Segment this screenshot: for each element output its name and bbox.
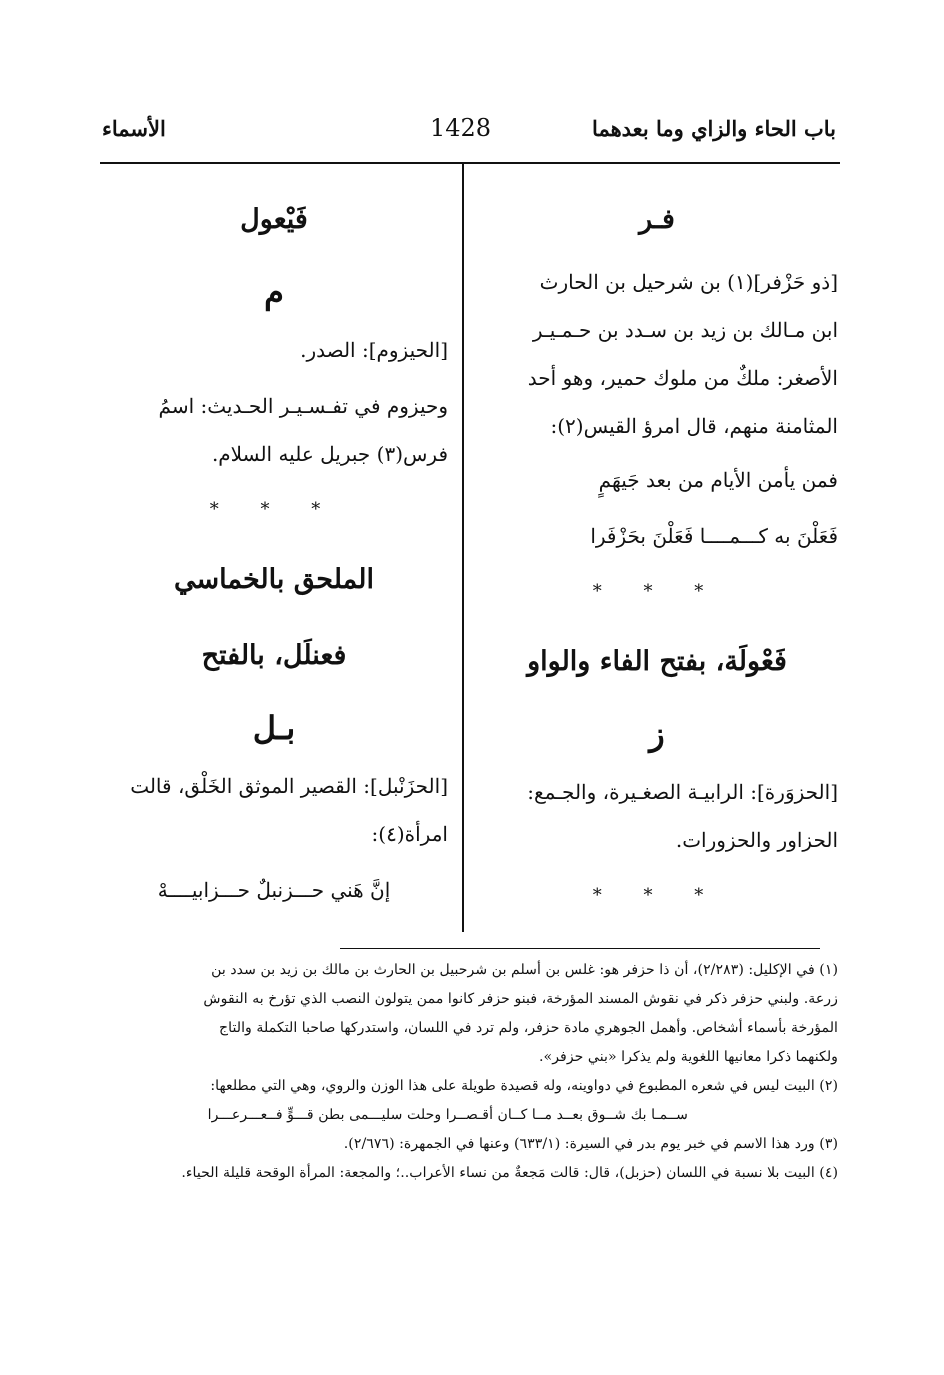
footnotes: [98, 956, 838, 1188]
separator-stars: * * *: [592, 885, 722, 906]
footnote-line: (١) في الإكليل: (٢/٢٨٣)، أن ذا حزفر هو: غلس بن أسلم بن شرحبيل بن الحارث بن مالك بن زيد بن سدد بن: [211, 962, 838, 978]
header-rule: [100, 162, 840, 164]
poem-line: فَعَلْنَ به كـــمــــا فَعَلْنَ بحَزْفَرا: [590, 524, 838, 548]
footnote-verse: ســمـا بك شــوق بعــد مــا كــان أقـصــرا وحلت سليـــمى بطن قـــوٍّ فــعـــرعـــرا: [207, 1107, 688, 1123]
pattern-heading: فـر: [639, 204, 675, 235]
footnote-line: ولكنهما ذكرا معانيها اللغوية ولم يذكرا «بني حزفر».: [539, 1049, 838, 1065]
footnote-line: (٢) البيت ليس في شعره المطبوع في دواوينه، وله قصيدة طويلة على هذا الوزن والروي، وهي التي مطلعها:: [210, 1078, 838, 1094]
separator-stars: * * *: [209, 499, 339, 520]
footnote-line: (٣) ورد هذا الاسم في خبر يوم بدر في السيرة: (٦٣٣/١) وعنها في الجمهرة: (٢/٦٧٦).: [343, 1136, 838, 1152]
pattern-heading: فَيْعول: [240, 204, 308, 235]
entry-line: [الحيزوم]: الصدر.: [300, 338, 448, 362]
column-divider: [462, 164, 464, 932]
entry-line: الأصغر: ملكٌ من ملوك حمير، وهو أحد: [527, 366, 838, 390]
footnote-line: زرعة. ولبني حزفر ذكر في نقوش المسند المؤرخة، فبنو حزفر كانوا ممن يتولون النصب الذي تؤرخ به النقوش: [203, 991, 838, 1007]
footnote-line: المؤرخة بأسماء أشخاص. وأهمل الجوهري مادة حزفر، ولم ترد في اللسان، واستدركها صاحبا التكملة والتاج: [219, 1020, 838, 1036]
page-header: [0, 112, 944, 152]
footnote-line: (٤) البيت بلا نسبة في اللسان (حزبل)، قال: قالت مَجعةٌ من نساء الأعراب..؛ والمجعة: المرأة الوقحة قليلة الحياء.: [181, 1165, 838, 1181]
page-number: 1428: [430, 114, 492, 142]
section-heading: الملحق بالخماسي: [174, 564, 374, 595]
separator-stars: * * *: [592, 581, 722, 602]
root-letter: بـل: [252, 709, 296, 747]
root-letter: ز: [649, 715, 665, 753]
entry-line: [ذو حَزْفر](١) بن شرحيل بن الحارث: [539, 270, 838, 294]
entry-line: الحزاور والحزورات.: [675, 828, 838, 852]
entry-line: فرس(٣) جبريل عليه السلام.: [211, 442, 448, 466]
entry-line: وحيزوم في تفـسـيـر الحـديث: اسمُ: [158, 394, 448, 418]
footnote-rule: [340, 948, 820, 949]
chapter-title: باب الحاء والزاي وما بعدهما: [592, 116, 836, 141]
entry-line: ابن مـالك بن زيد بن سـدد بن حـمـيـر: [532, 318, 838, 342]
root-letter: م: [264, 273, 284, 311]
entry-line: [الحزَنْبل]: القصير الموثق الخَلْق، قالت: [130, 774, 448, 798]
entry-line: امرأة(٤):: [371, 822, 448, 846]
poem-line: فمن يأمن الأيام من بعد جَيهَمٍ: [598, 468, 838, 492]
right-column: [476, 182, 838, 928]
entry-line: [الحزوَرة]: الرابيـة الصغـيرة، والجـمع:: [527, 780, 838, 804]
entry-line: المثامنة منهم، قال امرؤ القيس(٢):: [550, 414, 838, 438]
section-title: الأسماء: [102, 116, 166, 141]
left-column: [100, 182, 448, 914]
pattern-heading: فعنلَل، بالفتح: [201, 640, 347, 671]
pattern-heading: فَعْولَة، بفتح الفاء والواو: [527, 646, 787, 677]
poem-line: إنَّ هَني حـــزنبلٌ حـــزابيــــهْ: [157, 878, 391, 902]
